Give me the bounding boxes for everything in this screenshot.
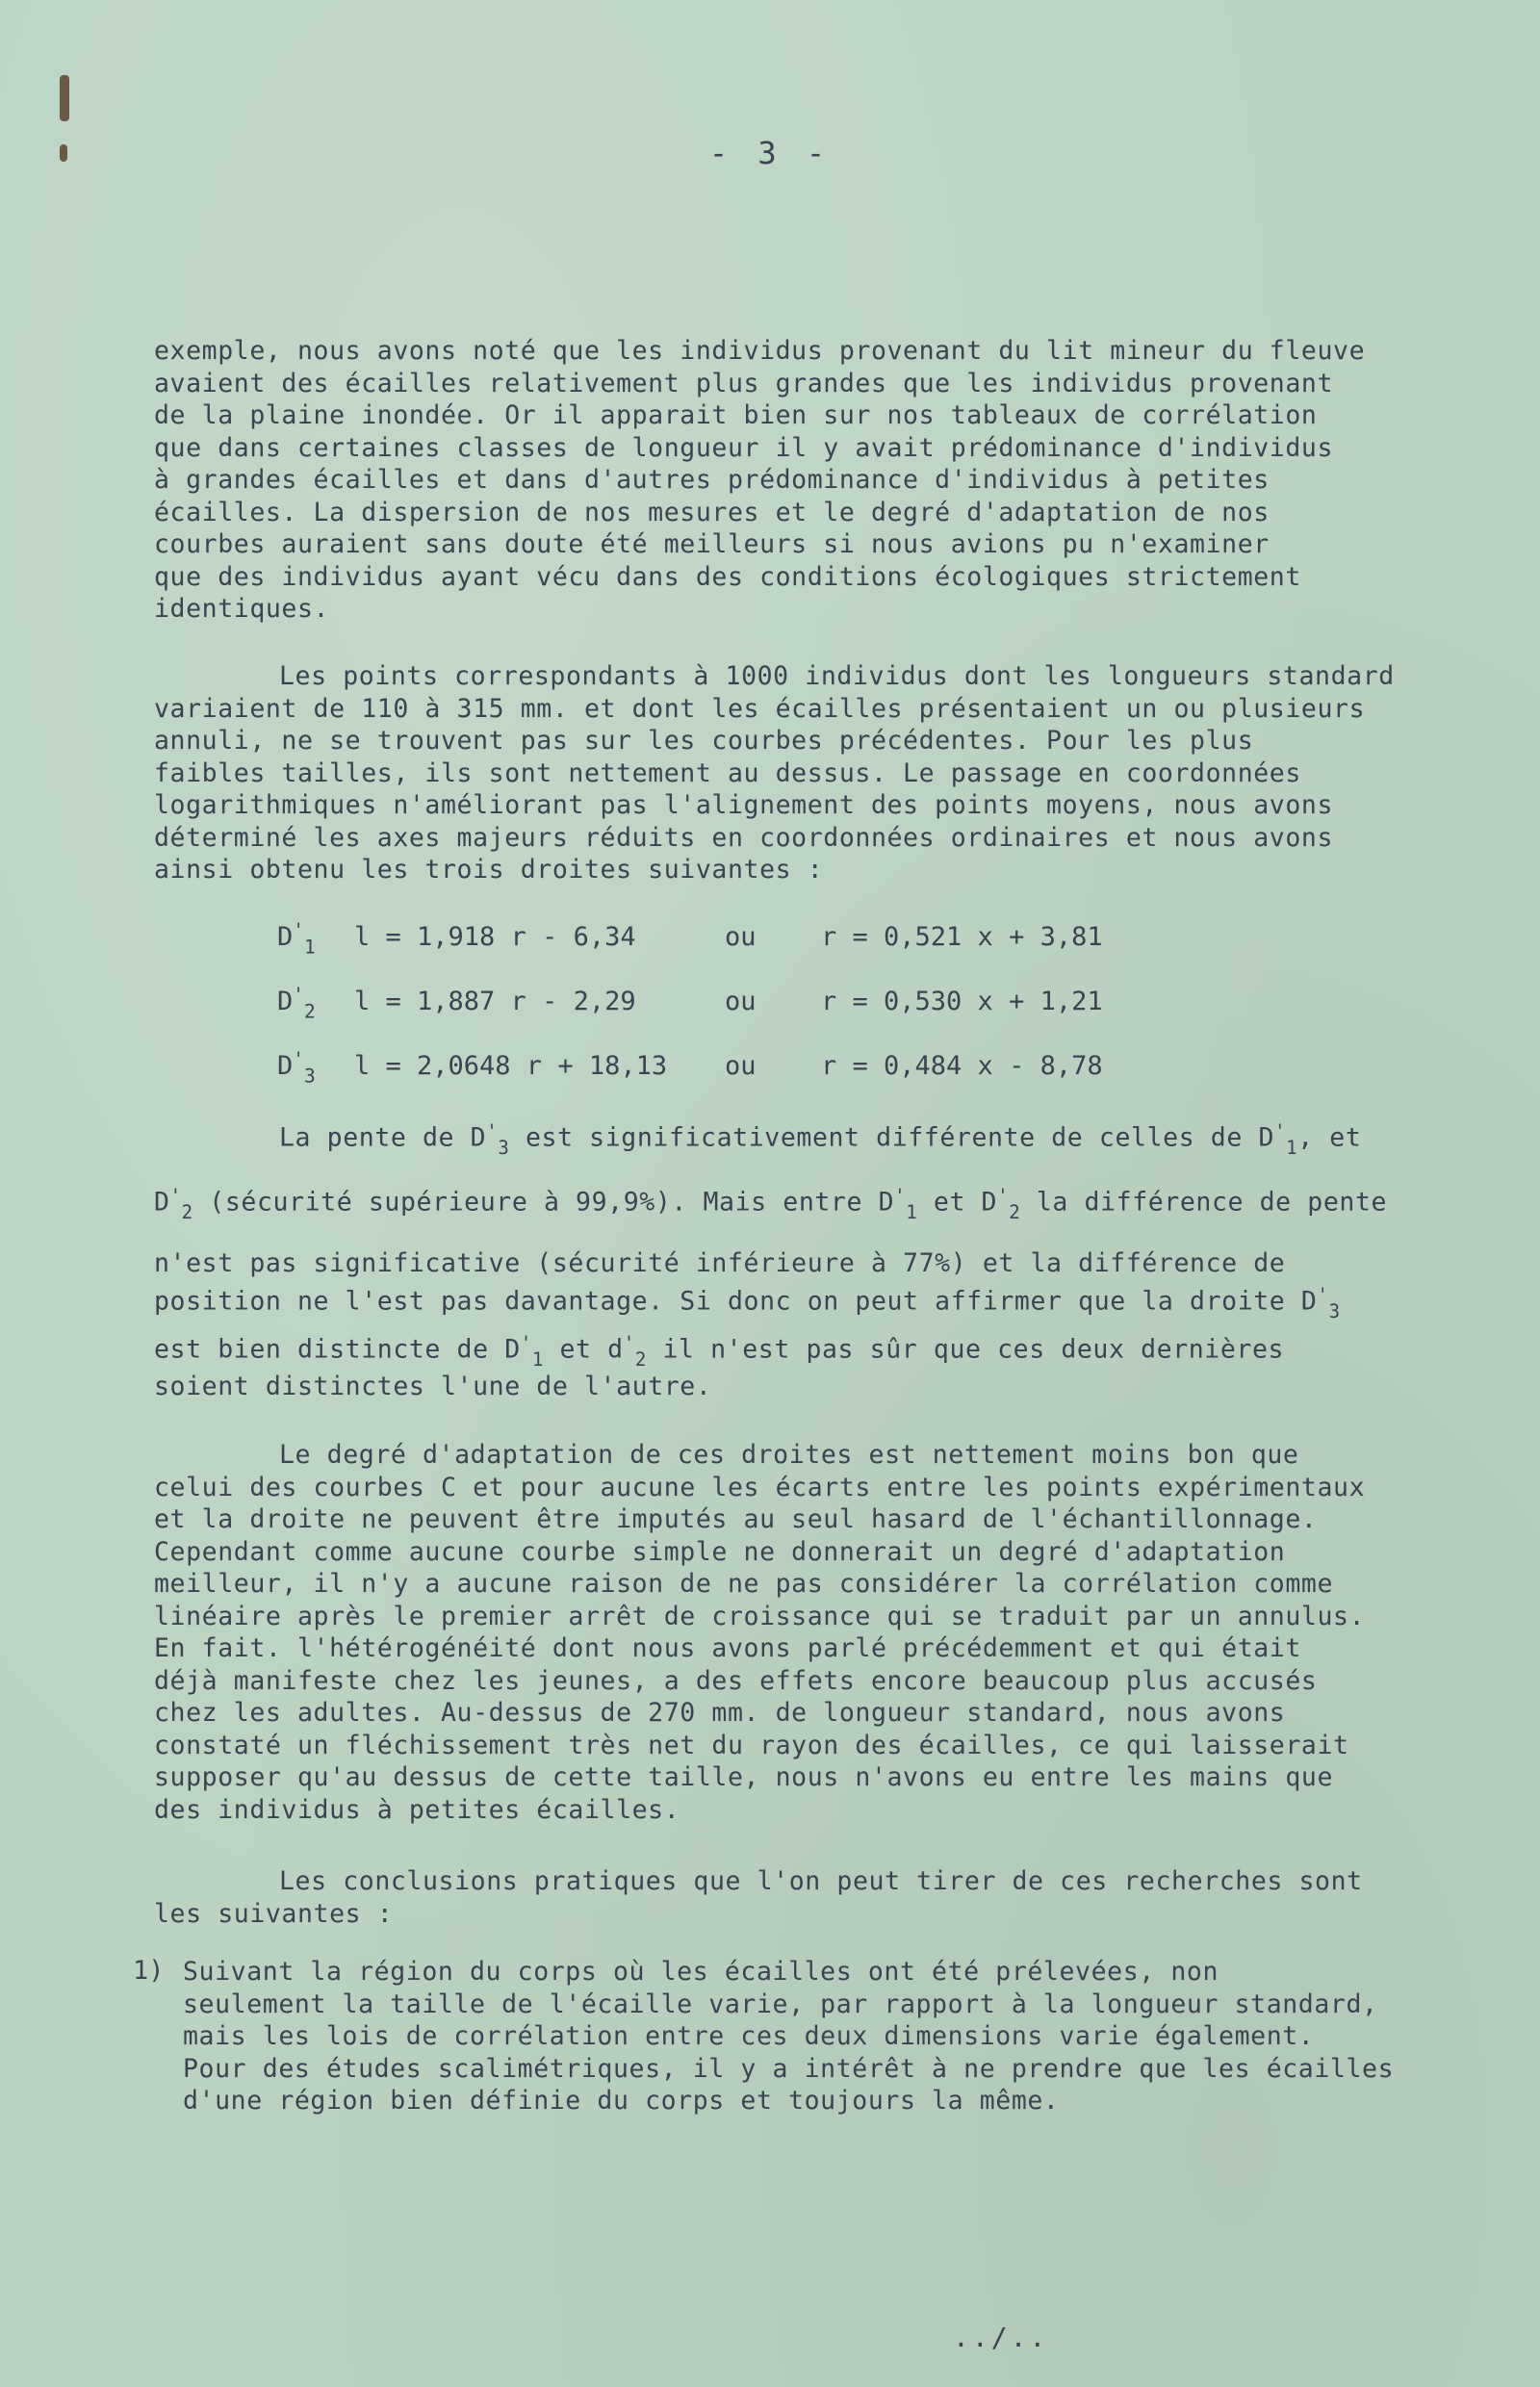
text-line: annuli, ne se trouvent pas sur les courbes précédentes. Pour les plus — [154, 726, 1254, 756]
equation-lhs: l = 1,887 r - 2,29 — [354, 986, 636, 1016]
text-line: exemple, nous avons noté que les individus provenant du lit mineur du fleuve — [154, 336, 1366, 366]
text-line: chez les adultes. Au-dessus de 270 mm. de longueur standard, nous avons — [154, 1698, 1286, 1728]
paragraph-3 — [154, 1116, 1415, 1166]
text-line: Le degré d'adaptation de ces droites est nettement moins bon que — [279, 1440, 1299, 1470]
equation-or: ou — [725, 1050, 757, 1081]
equation-rhs: r = 0,484 x - 8,78 — [821, 1050, 1103, 1081]
text-line: linéaire après le premier arrêt de croissance qui se traduit par un annulus. — [154, 1601, 1366, 1631]
text-line: déterminé les axes majeurs réduits en coordonnées ordinaires et nous avons — [154, 822, 1334, 853]
equation-d3 — [277, 1048, 1103, 1087]
text-line: avaient des écailles relativement plus grandes que les individus provenant — [154, 368, 1334, 398]
text-line: et la droite ne peuvent être imputés au seul hasard de l'échantillonnage. — [154, 1504, 1318, 1534]
text-line: de la plaine inondée. Or il apparait bien sur nos tableaux de corrélation — [154, 400, 1318, 430]
text-line: n'est pas significative (sécurité inférieure à 77%) et la différence de — [154, 1248, 1286, 1278]
text-line: faibles tailles, ils sont nettement au dessus. Le passage en coordonnées — [154, 757, 1301, 788]
text-line: meilleur, il n'y a aucune raison de ne pas considérer la corrélation comme — [154, 1569, 1334, 1599]
text-line: déjà manifeste chez les jeunes, a des effets encore beaucoup plus accusés — [154, 1665, 1318, 1696]
text-line: écailles. La dispersion de nos mesures et le degré d'adaptation de nos — [154, 497, 1270, 527]
text-line: seulement la taille de l'écaille varie, par rapport à la longueur standard, — [183, 1989, 1378, 2019]
paragraph-3-cont — [154, 1181, 1415, 1230]
text-line: Les points correspondants à 1000 individus dont les longueurs standard — [279, 661, 1395, 691]
paragraph-3-end — [154, 1371, 1415, 1403]
equation-label: $D'_3$ — [277, 1048, 316, 1088]
text-line: logarithmiques n'améliorant pas l'alignement des points moyens, nous avons — [154, 790, 1334, 820]
text-line: celui des courbes C et pour aucune les écarts entre les points expérimentaux — [154, 1472, 1366, 1502]
equation-rhs: r = 0,530 x + 1,21 — [821, 986, 1103, 1016]
paragraph-2 — [154, 660, 1415, 886]
equation-d2 — [277, 984, 1103, 1022]
text-line: des individus à petites écailles. — [154, 1794, 680, 1825]
text-line: Cependant comme aucune courbe simple ne donnerait un degré d'adaptation — [154, 1536, 1286, 1567]
text-line: soient distinctes l'une de l'autre. — [154, 1372, 712, 1401]
text-line: que des individus ayant vécu dans des conditions écologiques strictement — [154, 561, 1301, 592]
continuation-mark: ../.. — [953, 2322, 1049, 2353]
text-line: position ne l'est pas davantage. Si donc on peut affirmer que la droite $D'_3$ — [154, 1284, 1341, 1322]
paragraph-1 — [154, 335, 1415, 626]
text-line: Suivant la région du corps où les écailles ont été prélevées, non — [183, 1957, 1219, 1987]
equation-lhs: l = 1,918 r - 6,34 — [354, 921, 636, 952]
text-line: que dans certaines classes de longueur il y avait prédominance d'individus — [154, 432, 1334, 463]
text-line: En fait. l'hétérogénéité dont nous avons parlé précédemment et qui était — [154, 1633, 1301, 1663]
text-line: variaient de 110 à 315 mm. et dont les écailles présentaient un ou plusieurs — [154, 693, 1366, 724]
text-line: constaté un fléchissement très net du rayon des écailles, ce qui laisserait — [154, 1730, 1349, 1760]
list-item — [183, 1956, 1424, 2118]
text-line: les suivantes : — [154, 1898, 394, 1929]
text-line: identiques. — [154, 594, 330, 624]
equation-rhs: r = 0,521 x + 3,81 — [821, 921, 1103, 952]
equation-label: $D'_1$ — [277, 919, 316, 959]
text-line: mais les lois de corrélation entre ces deux dimensions varie également. — [183, 2021, 1315, 2051]
equation-lhs: l = 2,0648 r + 18,13 — [354, 1050, 668, 1081]
text-line: supposer qu'au dessus de cette taille, nous n'avons eu entre les mains que — [154, 1762, 1334, 1792]
text-line: ainsi obtenu les trois droites suivantes : — [154, 855, 824, 885]
text-line: est bien distincte de $D'_1$ et $d'_2$ il n'est pas sûr que ces deux dernières — [154, 1333, 1285, 1372]
text-line: La pente de $D'_3$ est significativement différente de celles de $D'_1$, et — [279, 1121, 1362, 1160]
list-item-number: 1) — [133, 1956, 165, 1986]
paragraph-4 — [154, 1439, 1415, 1826]
equation-d1 — [277, 919, 1103, 958]
text-line: à grandes écailles et dans d'autres prédominance d'individus à petites — [154, 465, 1270, 495]
equation-label: $D'_2$ — [277, 984, 316, 1023]
page-number: - 3 - — [708, 135, 832, 171]
staple-mark — [60, 75, 69, 121]
text-line: Pour des études scalimétriques, il y a intérêt à ne prendre que les écailles — [183, 2053, 1395, 2084]
text-line: $D'_2$ (sécurité supérieure à 99,9%). Mais entre $D'_1$ et $D'_2$ la différence de pente — [154, 1186, 1388, 1224]
paragraph-3-cont — [154, 1247, 1415, 1377]
text-line: courbes auraient sans doute été meilleurs si nous avions pu n'examiner — [154, 529, 1270, 559]
text-line: d'une région bien définie du corps et toujours la même. — [183, 2086, 1060, 2116]
text-line: Les conclusions pratiques que l'on peut tirer de ces recherches sont — [279, 1866, 1363, 1896]
equation-or: ou — [725, 986, 757, 1016]
paragraph-5 — [154, 1865, 1415, 1930]
equation-or: ou — [725, 921, 757, 952]
